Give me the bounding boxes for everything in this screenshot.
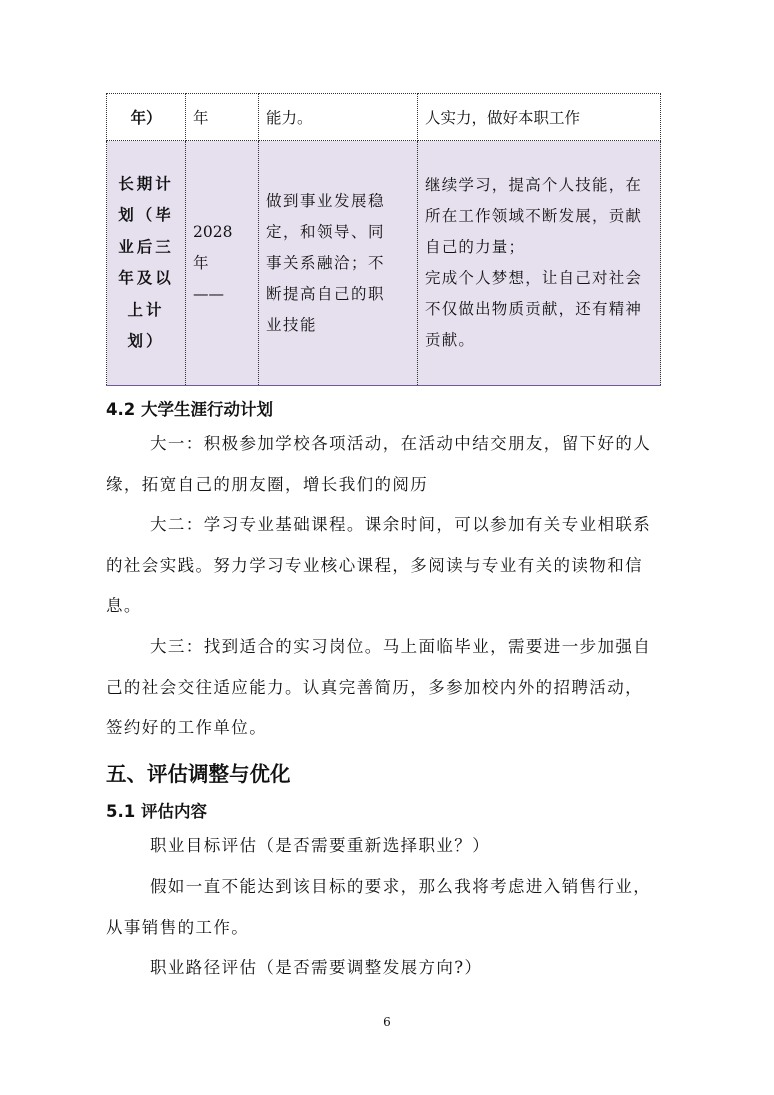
text-line: 缘，拓宽自己的朋友圈，增长我们的阅历 <box>106 474 429 494</box>
cell-line: 年及以 <box>118 269 174 287</box>
cell-line: 自己的力量； <box>425 238 526 256</box>
paragraph-year2 <box>106 505 662 627</box>
paragraph-goal-evaluation <box>106 826 662 867</box>
text-line: 假如一直不能达到该目标的要求，那么我将考虑进入销售行业， <box>150 877 652 896</box>
cell-line: 划（毕 <box>118 206 174 224</box>
cell-line: 完成个人梦想，让自己对社会 <box>425 269 643 287</box>
page-number: 6 <box>383 1015 391 1029</box>
paragraph-year1 <box>106 424 662 505</box>
table-row <box>107 141 661 386</box>
cell-line: 做到事业发展稳 <box>266 191 386 210</box>
text-line: 职业目标评估（是否需要重新选择职业？） <box>150 836 491 855</box>
table-cell-period <box>107 141 186 386</box>
cell-line: 2028 <box>193 222 233 241</box>
cell-line: 业后三 <box>118 237 174 256</box>
cell-line: —— <box>193 284 224 303</box>
cell-line: 上计 <box>127 300 165 319</box>
cell-line: 定，和领导、同 <box>266 222 386 241</box>
cell-line: 划） <box>127 332 165 350</box>
text-line: 职业路径评估（是否需要调整发展方向?） <box>150 958 483 977</box>
cell-line: 事关系融洽；不 <box>266 253 386 272</box>
cell-line: 断提高自己的职 <box>266 284 386 303</box>
table-cell-time: 年 <box>186 94 259 141</box>
cell-line: 所在工作领域不断发展，贡献 <box>425 207 643 225</box>
text-line: 的社会实践。努力学习专业核心课程，多阅读与专业有关的读物和信 <box>106 555 643 575</box>
section-heading: 4.2 大学生涯行动计划 <box>106 400 273 419</box>
chapter-heading: 五、评估调整与优化 <box>106 762 291 786</box>
text-line: 大三：找到适合的实习岗位。马上面临毕业，需要进一步加强自 <box>150 637 652 656</box>
text-line: 大一：积极参加学校各项活动，在活动中结交朋友，留下好的人 <box>150 434 652 453</box>
paragraph-alternative <box>106 867 662 948</box>
text-line: 签约好的工作单位。 <box>106 718 268 737</box>
section-heading: 5.1 评估内容 <box>106 802 207 821</box>
paragraph-path-evaluation <box>106 948 662 989</box>
text-line: 己的社会交往适应能力。认真完善简历，多参加校内外的招聘活动， <box>106 677 643 697</box>
table-cell-time <box>186 141 259 386</box>
table-cell-goal <box>259 141 418 386</box>
table-cell-goal: 能力。 <box>259 94 418 141</box>
cell-line: 不仅做出物质贡献，还有精神 <box>425 300 643 318</box>
cell-line: 业技能 <box>266 315 318 334</box>
text-line: 大二：学习专业基础课程。课余时间，可以参加有关专业相联系 <box>150 515 652 534</box>
text-line: 息。 <box>106 596 142 615</box>
cell-line: 长期计 <box>118 174 174 193</box>
cell-line: 年 <box>193 253 209 272</box>
table-cell-measures: 人实力，做好本职工作 <box>418 94 661 141</box>
text-line: 从事销售的工作。 <box>106 917 250 937</box>
table-row <box>107 94 661 141</box>
career-plan-table <box>106 93 661 386</box>
cell-line: 贡献。 <box>425 331 476 349</box>
table-cell-measures <box>418 141 661 386</box>
paragraph-year3 <box>106 627 662 749</box>
cell-line: 继续学习，提高个人技能，在 <box>425 176 643 194</box>
table-cell-period: 年） <box>107 94 186 141</box>
